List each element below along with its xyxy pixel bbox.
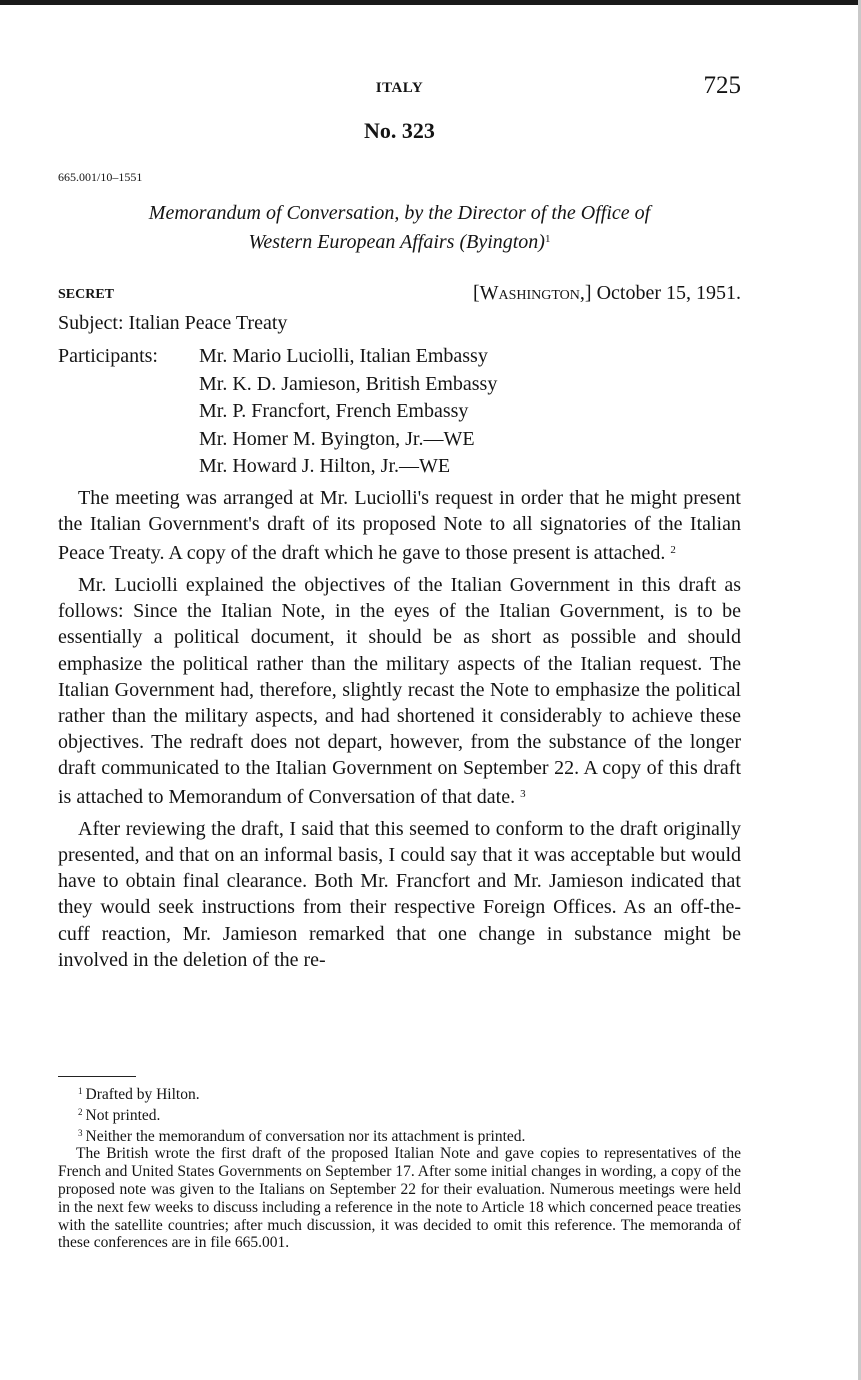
page-top-border <box>0 0 861 5</box>
participants-label: Participants: <box>58 345 158 367</box>
footnote-3 <box>58 1125 741 1146</box>
document-title-line-2 <box>58 226 741 255</box>
running-title: ITALY <box>375 80 424 96</box>
paragraph-2-text: Mr. Luciolli explained the objectives of the Italian Government in this draft as follows: Since the Italian Note, in the eyes of the Italian Government, is to be essentially a political document, it should be as short as possible and should emphasize the political rather than the military aspects of the Italian request. The Italian Government had, therefore, slightly recast the Note to emphasize the political rather than the military aspects, and had shortened it considerably to achieve these objectives. The redraft does not depart, however, from the substance of the longer draft communicated to the Italian Government on September 22. A copy of this draft is attached to Memorandum of Conversation of that date. <box>58 574 741 809</box>
body-text <box>58 485 741 979</box>
subject-label: Subject: <box>58 312 124 334</box>
footnote-ref-3: 3 <box>520 788 526 801</box>
running-head <box>58 72 741 108</box>
footnotes <box>58 1083 741 1252</box>
footnote-1-number: 1 <box>78 1086 83 1096</box>
paragraph-1-text: The meeting was arranged at Mr. Luciolli's request in order that he might present the Italian Government's draft of its proposed Note to all signatories of the Italian Peace Treaty. A copy of the draft which he gave to those present is attached. <box>58 487 741 565</box>
subject-value: Italian Peace Treaty <box>128 312 288 334</box>
classification: SECRET <box>58 287 115 302</box>
participant: Mr. Mario Luciolli, Italian Embassy <box>199 345 488 367</box>
footnote-1 <box>58 1083 741 1104</box>
footnote-ref-2: 2 <box>670 544 676 557</box>
footnote-1-text: Drafted by Hilton. <box>85 1086 200 1103</box>
footnote-2-text: Not printed. <box>85 1106 161 1124</box>
footnote-3-text: Neither the memorandum of conversation nor its attachment is printed. <box>85 1127 526 1145</box>
paragraph-1 <box>58 485 741 566</box>
file-number: 665.001/10–1551 <box>58 170 143 184</box>
page-number: 725 <box>703 72 741 99</box>
classification-line <box>58 282 741 308</box>
participant: Mr. P. Francfort, French Embassy <box>199 400 469 422</box>
footnote-2 <box>58 1104 741 1125</box>
footnote-2-number: 2 <box>78 1106 83 1117</box>
participant: Mr. Howard J. Hilton, Jr.—WE <box>199 455 451 477</box>
subject-line <box>58 312 287 335</box>
paragraph-3: After reviewing the draft, I said that this seemed to conform to the draft originally presented, and that on an informal basis, I could say that it was acceptable but would have to obtain final clearance. Both Mr. Francfort and Mr. Jamieson indicated that they would seek instructions from their respective Foreign Offices. As an off-the-cuff reaction, Mr. Jamieson remarked that one change in substance might be involved in the deletion of the re- <box>58 818 741 971</box>
document-title-line-2-text: Western European Affairs (Byington) <box>248 231 545 253</box>
document-title <box>58 200 741 255</box>
dateline-date: October 15, 1951. <box>596 282 741 304</box>
participant: Mr. K. D. Jamieson, British Embassy <box>199 372 498 395</box>
dateline: [Washington,] October 15, 1951. <box>472 282 741 304</box>
paragraph-2 <box>58 572 741 810</box>
footnote-3-number: 3 <box>78 1127 83 1138</box>
document-title-line-1: Memorandum of Conversation, by the Director of the Office of <box>148 202 651 224</box>
participants-list <box>199 343 739 481</box>
participant: Mr. Homer M. Byington, Jr.—WE <box>199 427 475 450</box>
footnote-rule <box>58 1076 136 1077</box>
document-number: No. 323 <box>364 118 435 143</box>
dateline-place: Washington, <box>479 282 585 304</box>
footnote-ref-1: 1 <box>544 233 551 245</box>
footnote-3-continuation: The British wrote the first draft of the proposed Italian Note and gave copies to representatives of the French and United States Governments on September 17. After some initial changes in wording, a copy of the proposed note was given to the Italians on September 22 for their evaluation. Numerous meetings were held in the next few weeks to discuss including a reference in the note to Article 18 which concerned peace treaties with the satellite countries; after much discussion, it was decided to omit this reference. The memoranda of these conferences are in file 665.001. <box>58 1145 741 1252</box>
